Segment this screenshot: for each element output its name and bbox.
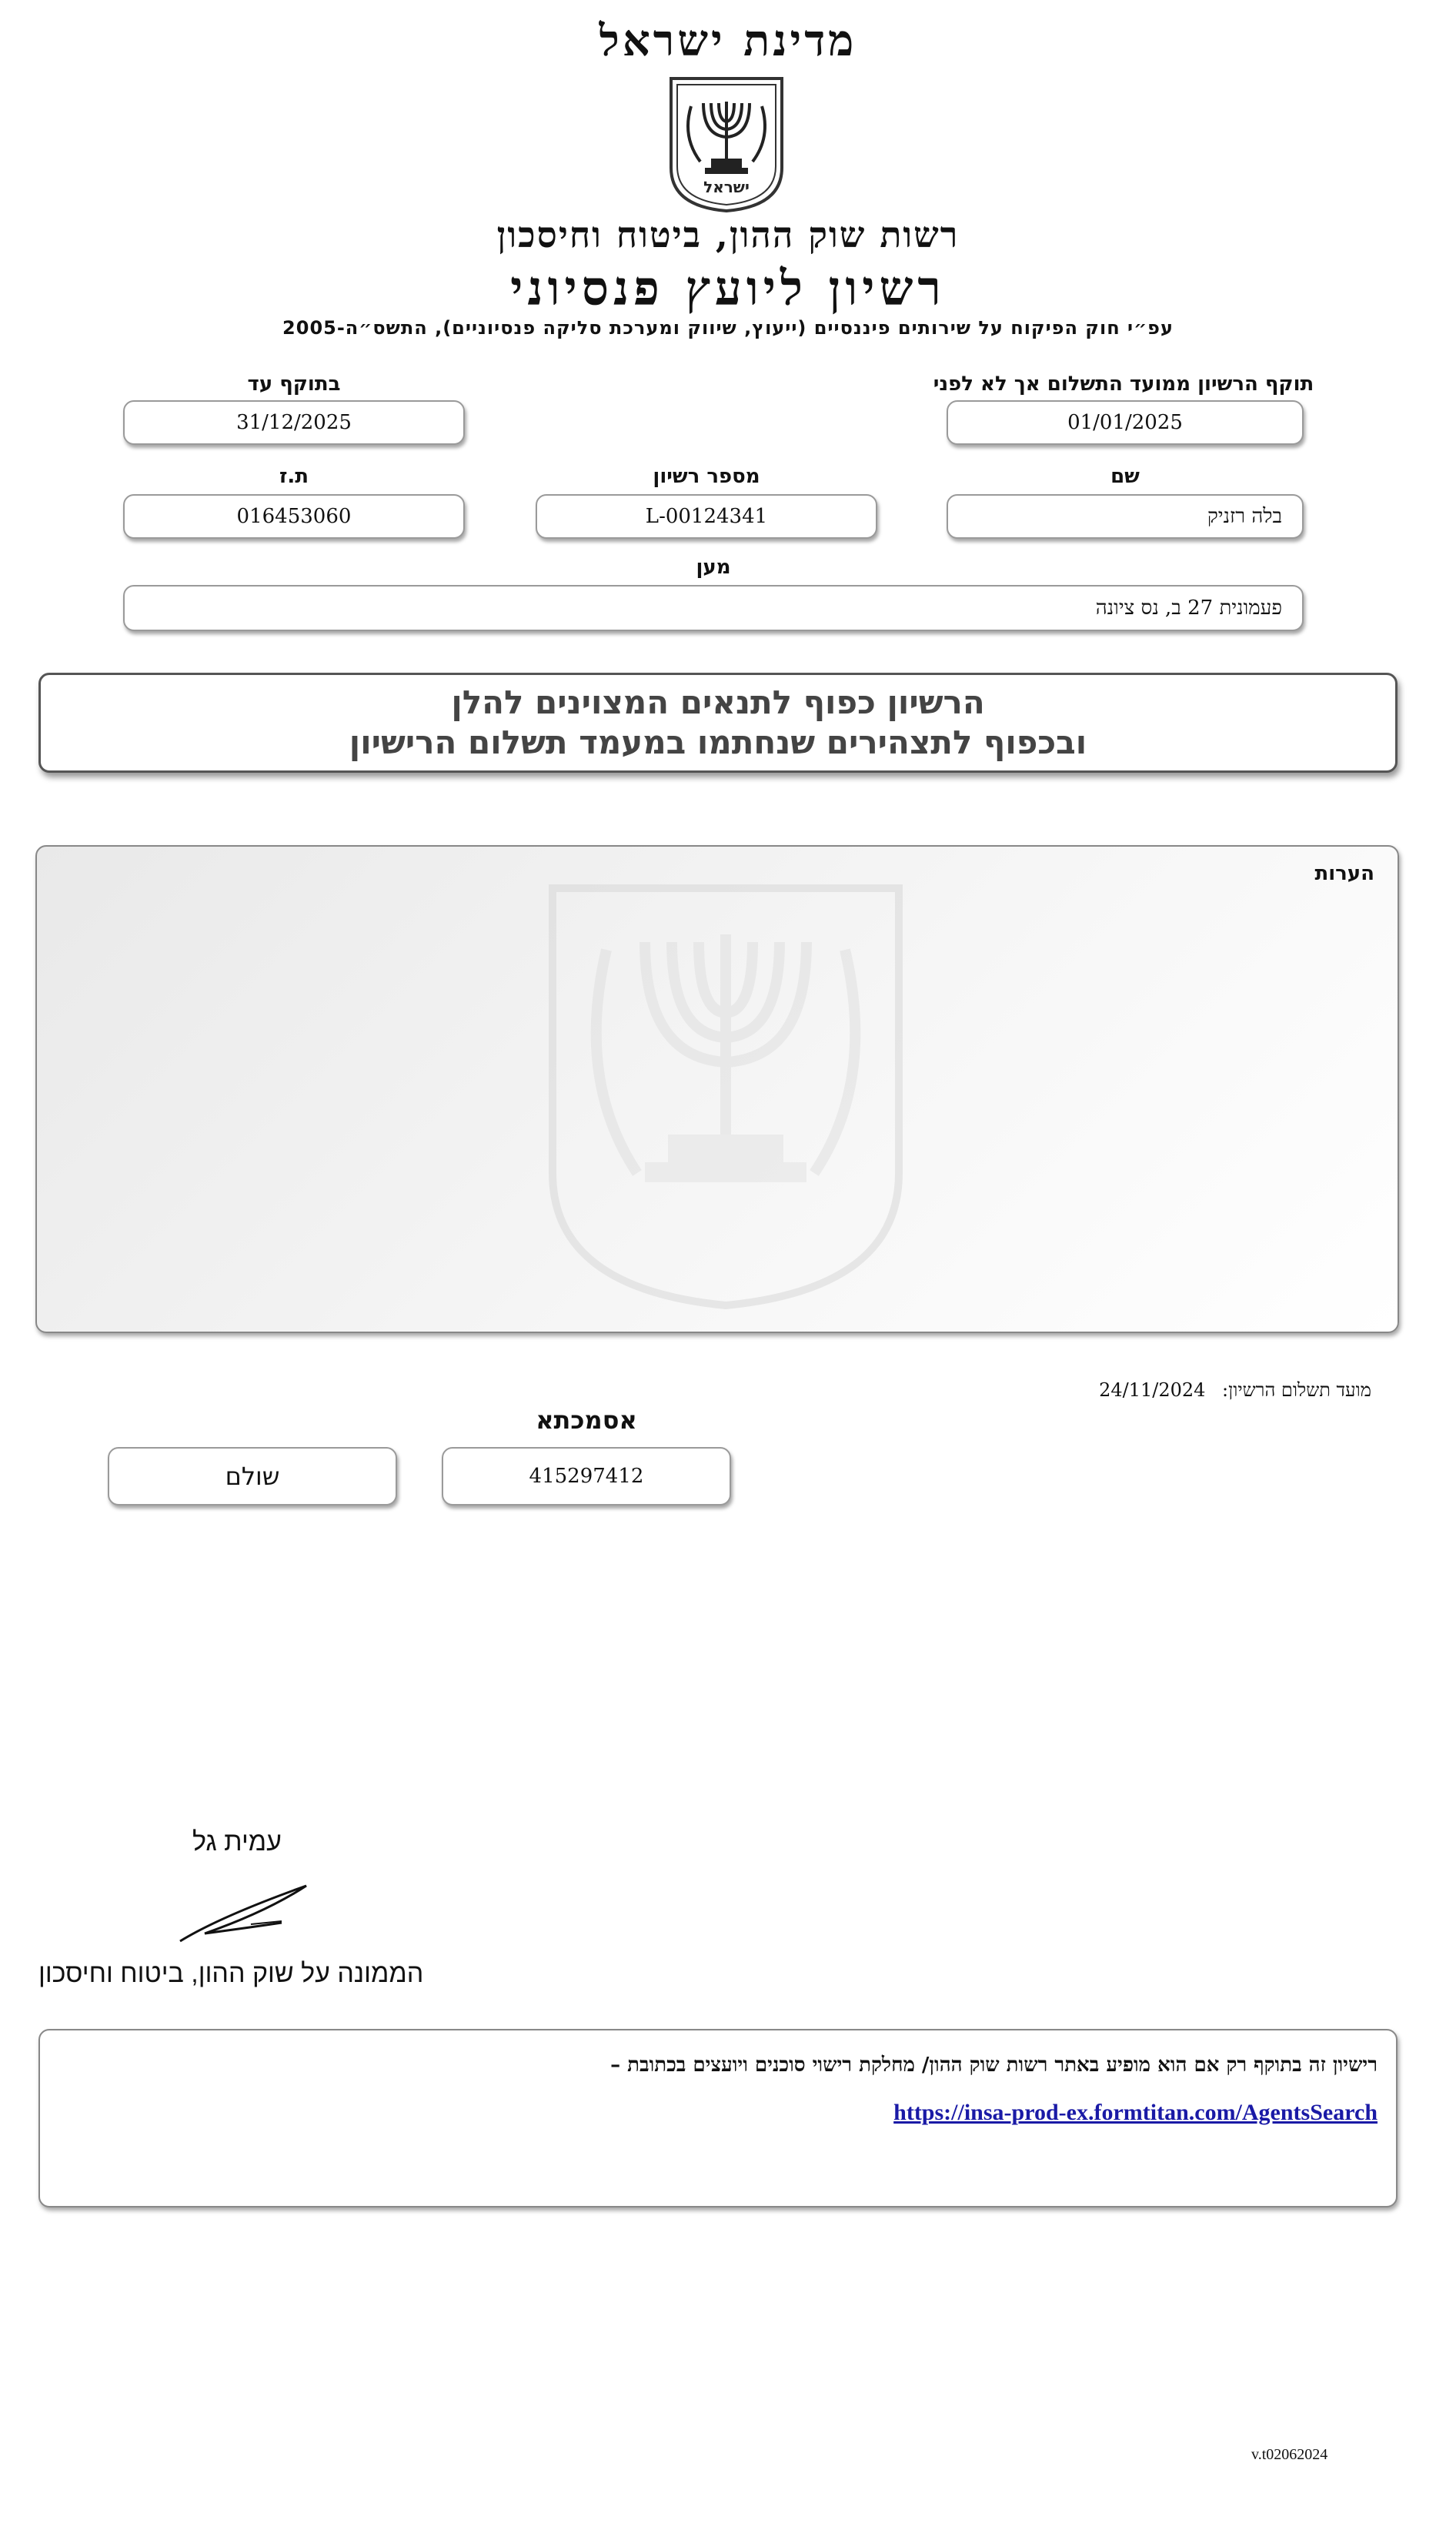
signature-image	[174, 1878, 312, 1947]
name-label: שם	[1110, 465, 1140, 488]
payment-date-line	[1099, 1379, 1371, 1402]
emblem-watermark-icon	[545, 881, 907, 1312]
version-label: v.t02062024	[1251, 2446, 1328, 2463]
payment-date-value: 24/11/2024	[1099, 1379, 1206, 1401]
payment-status-field: שולם	[108, 1447, 397, 1506]
notes-box	[35, 845, 1399, 1333]
valid-to-label: בתוקף עד	[247, 373, 341, 396]
validity-notice-box	[38, 2029, 1398, 2207]
reference-field: 415297412	[442, 1447, 731, 1506]
license-number-label: מספר רשיון	[653, 465, 760, 488]
authority-name: רשות שוק ההון, ביטוח וחיסכון	[496, 214, 960, 256]
address-label: מען	[696, 556, 731, 579]
conditions-line-2: ובכפוף לתצהירים שנחתמו במעמד תשלום הרישיון	[349, 724, 1087, 761]
notes-label: הערות	[1314, 862, 1374, 885]
state-title: מדינת ישראל	[599, 15, 857, 66]
valid-to-field: 31/12/2025	[123, 400, 465, 445]
emblem-text: ישראל	[703, 178, 750, 196]
reference-label: אסמכתא	[536, 1405, 637, 1435]
valid-from-label: תוקף הרשיון ממועד התשלום אך לא לפני	[933, 373, 1314, 396]
validity-notice-text: רישיון זה בתוקף רק אם הוא מופיע באתר רשות שוק ההון/ מחלקת רישוי סוכנים ויועצים בכתובת –	[610, 2054, 1378, 2077]
agents-search-link[interactable]: https://insa-prod-ex.formtitan.com/AgentsSearch	[893, 2100, 1378, 2125]
signatory-name: עמית גל	[192, 1827, 282, 1857]
law-reference: עפ״י חוק הפיקוח על שירותים פיננסיים (ייעוץ, שיווק ומערכת סליקה פנסיוניים), התשס״ה-2005	[282, 317, 1174, 339]
state-emblem-icon	[666, 75, 786, 214]
id-number-label: ת.ז	[279, 465, 309, 488]
id-number-field: 016453060	[123, 494, 465, 539]
signatory-title: הממונה על שוק ההון, ביטוח וחיסכון	[38, 1959, 424, 1988]
name-field: בלה רזניק	[947, 494, 1304, 539]
valid-from-field: 01/01/2025	[947, 400, 1304, 445]
conditions-line-1: הרשיון כפוף לתנאים המצוינים להלן	[451, 683, 985, 721]
address-field: פעמונית 27 ב, נס ציונה	[123, 585, 1304, 631]
payment-date-label: מועד תשלום הרשיון:	[1222, 1379, 1371, 1401]
license-number-field: L-00124341	[536, 494, 877, 539]
document-title: רשיון ליועץ פנסיוני	[510, 260, 946, 316]
conditions-box	[38, 673, 1398, 773]
